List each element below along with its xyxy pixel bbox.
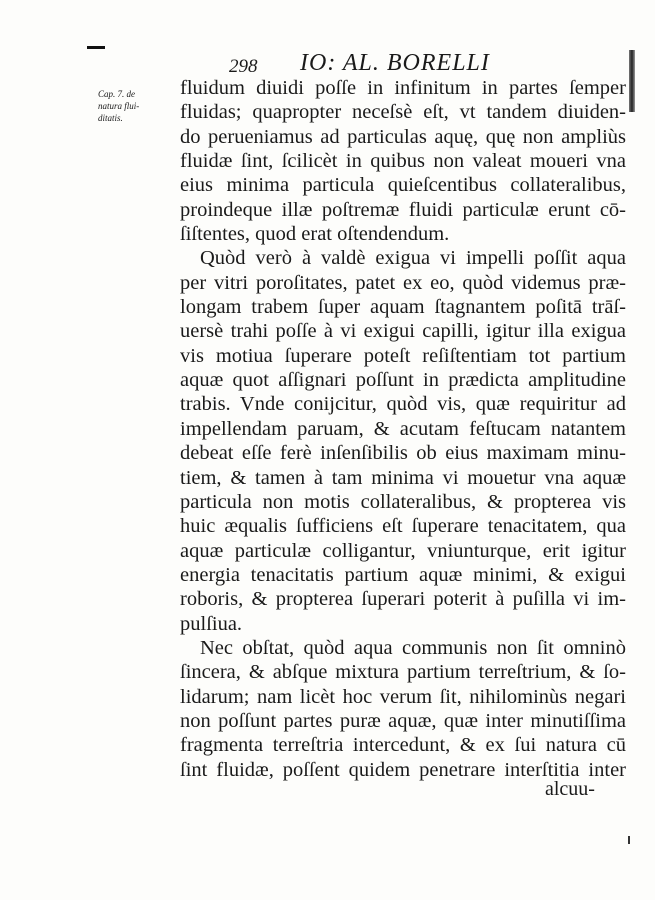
text-line: roboris, & propterea ſuperari poterit à puſilla vi im-: [180, 588, 626, 611]
text-line: uersè trahi poſſe à vi exigui capilli, igitur illa exigua: [180, 320, 626, 343]
text-line: longam trabem ſuper aquam ſtagnantem poſitā trāſ-: [180, 296, 626, 319]
text-line: trabis. Vnde conijcitur, quòd vis, quæ requiritur ad: [180, 393, 626, 416]
margin-dash-mark: [87, 46, 105, 49]
page-edge-shadow: [629, 50, 635, 112]
text-line: Quòd verò à valdè exigua vi impelli poſſit aqua: [200, 247, 626, 270]
text-line: particula non motis collateralibus, & propterea vis: [180, 490, 626, 513]
text-line: vis motiua ſuperare poteſt reſiſtentiam tot partium: [180, 344, 626, 367]
text-line: aquæ quot aſſignari poſſunt in prædicta amplitudine: [180, 369, 626, 392]
text-line: ſiſtentes, quod erat oſtendendum.: [180, 223, 450, 246]
text-line: debeat eſſe ferè inſenſibilis ob eius maximam minu-: [180, 442, 626, 465]
page-number: 298: [229, 56, 258, 77]
text-line: fluidæ ſint, ſcilicèt in quibus non valeat moueri vna: [180, 150, 626, 173]
catchword: alcuu-: [545, 778, 595, 800]
text-line: huic æqualis ſufficiens eſt ſuperare tenacitatem, qua: [180, 515, 626, 538]
marginal-note-line: ditatis.: [98, 113, 123, 123]
text-line: non poſſunt partes puræ aquæ, quæ inter minutiſſima: [180, 709, 626, 732]
text-line: fluidas; quapropter neceſsè eſt, vt tandem diuiden-: [180, 101, 626, 124]
text-line: proindeque illæ poſtremæ fluidi particulæ erunt cō-: [180, 198, 626, 221]
text-line: do perueniamus ad particulas aquę, quę non ampliùs: [180, 125, 626, 148]
marginal-note-line: natura flui-: [98, 101, 140, 111]
text-line: lidarum; nam licèt hoc verum ſit, nihilominùs negari: [180, 685, 626, 708]
page-edge-mark: [628, 836, 630, 844]
text-line: Nec obſtat, quòd aqua communis non ſit omninò: [200, 636, 626, 659]
text-line: per vitri poroſitates, patet ex eo, quòd videmus præ-: [180, 271, 626, 294]
text-line: aquæ particulæ colligantur, vniunturque, erit igitur: [180, 539, 626, 562]
marginal-note: [98, 88, 173, 124]
text-line: ſincera, & abſque mixtura partium terreſtrium, & ſo-: [180, 661, 626, 684]
text-line: tiem, & tamen à tam minima vi mouetur vna aquæ: [180, 466, 626, 489]
text-line: fluidum diuidi poſſe in infinitum in partes ſemper: [180, 77, 626, 99]
text-line: pulſiua.: [180, 612, 243, 635]
text-line: eius minima particula quieſcentibus collateralibus,: [180, 174, 626, 197]
body-text: [180, 76, 626, 782]
marginal-note-line: Cap. 7. de: [98, 89, 135, 99]
text-line: ſint fluidæ, poſſent quidem penetrare interſtitia inter: [180, 758, 626, 781]
text-line: energia tenacitatis partium aquæ minimi, & exigui: [180, 563, 626, 586]
running-head: IO: AL. BORELLI: [300, 50, 490, 76]
text-line: fragmenta terreſtria intercedunt, & ex ſui natura cū: [180, 734, 626, 757]
text-line: impellendam paruam, & acutam feſtucam natantem: [180, 417, 626, 440]
